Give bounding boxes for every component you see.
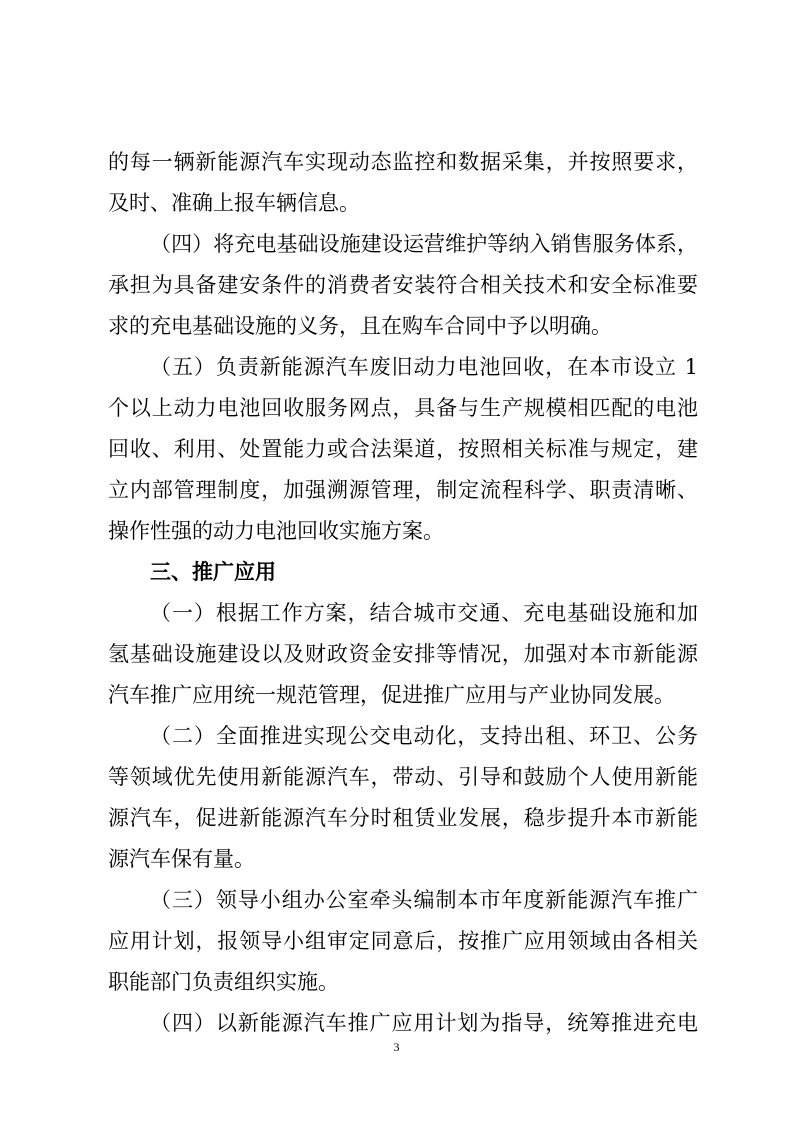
paragraph-item-3: （三）领导小组办公室牵头编制本市年度新能源汽车推广 bbox=[150, 888, 698, 912]
body-text-line: 个以上动力电池回收服务网点，具备与生产规模相匹配的电池 bbox=[108, 396, 698, 420]
body-text-line: 氢基础设施建设以及财政资金安排等情况，加强对本市新能源 bbox=[108, 642, 698, 666]
paragraph-item-1: （一）根据工作方案，结合城市交通、充电基础设施和加 bbox=[150, 601, 698, 625]
page-number: 3 bbox=[393, 1040, 400, 1054]
body-text-line: 职能部门负责组织实施。 bbox=[108, 970, 339, 994]
body-text-line: 源汽车，促进新能源汽车分时租赁业发展，稳步提升本市新能 bbox=[108, 806, 698, 830]
body-text-line: 回收、利用、处置能力或合法渠道，按照相关标准与规定，建 bbox=[108, 437, 698, 461]
section-heading: 三、推广应用 bbox=[150, 560, 276, 584]
paragraph-item-5: （五）负责新能源汽车废旧动力电池回收，在本市设立 1 bbox=[150, 355, 698, 379]
body-text-line: 操作性强的动力电池回收实施方案。 bbox=[108, 519, 444, 543]
paragraph-item-2: （二）全面推进实现公交电动化，支持出租、环卫、公务 bbox=[150, 724, 698, 748]
paragraph-item-4: （四）将充电基础设施建设运营维护等纳入销售服务体系， bbox=[150, 232, 698, 256]
body-text-line: 求的充电基础设施的义务，且在购车合同中予以明确。 bbox=[108, 314, 612, 338]
body-text-line: 应用计划，报领导小组审定同意后，按推广应用领域由各相关 bbox=[108, 929, 698, 953]
body-text-line: 源汽车保有量。 bbox=[108, 847, 255, 871]
body-text-line: 立内部管理制度，加强溯源管理，制定流程科学、职责清晰、 bbox=[108, 478, 698, 502]
body-text-line: 及时、准确上报车辆信息。 bbox=[108, 191, 360, 215]
body-text-line: 汽车推广应用统一规范管理，促进推广应用与产业协同发展。 bbox=[108, 683, 675, 707]
body-text-line: 的每一辆新能源汽车实现动态监控和数据采集，并按照要求， bbox=[108, 150, 698, 174]
paragraph-item-4-b: （四）以新能源汽车推广应用计划为指导，统筹推进充电 bbox=[150, 1011, 698, 1035]
body-text-line: 承担为具备建安条件的消费者安装符合相关技术和安全标准要 bbox=[108, 273, 698, 297]
body-text-line: 等领域优先使用新能源汽车，带动、引导和鼓励个人使用新能 bbox=[108, 765, 698, 789]
